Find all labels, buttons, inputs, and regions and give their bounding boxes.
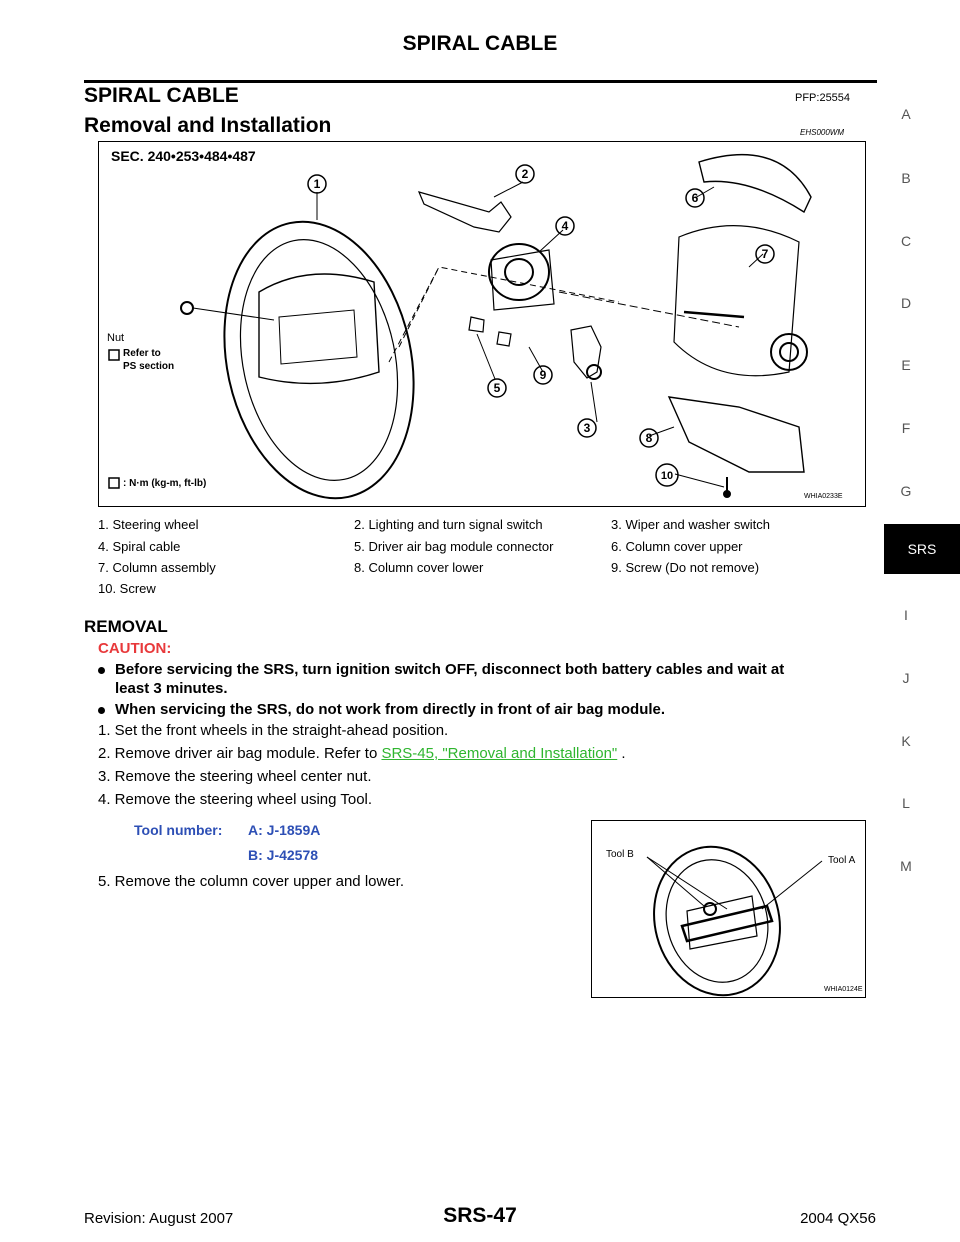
- legend-item-4: 4. Spiral cable: [98, 539, 181, 554]
- bullet-dot: [98, 707, 105, 714]
- sec-label: SEC. 240•253•484•487: [111, 148, 256, 164]
- index-i[interactable]: I: [904, 607, 908, 623]
- tool-b: B: J-42578: [248, 847, 319, 863]
- bullet-dot: [98, 667, 105, 674]
- torque-legend-icon: [109, 478, 119, 488]
- legend-item-9: 9. Screw (Do not remove): [611, 560, 760, 575]
- page-header-title: SPIRAL CABLE: [402, 32, 558, 55]
- index-d[interactable]: D: [900, 295, 912, 311]
- legend-item-7: 7. Column assembly: [98, 560, 216, 575]
- index-b[interactable]: B: [901, 170, 911, 186]
- step-5: 5. Remove the column cover upper and lower.: [98, 873, 404, 890]
- legend-item-5: 5. Driver air bag module connector: [354, 539, 554, 554]
- legend-item-10: 10. Screw: [98, 581, 156, 596]
- callout-2: 2: [521, 167, 529, 181]
- legend-item-6: 6. Column cover upper: [611, 539, 743, 554]
- legend-item-2: 2. Lighting and turn signal switch: [354, 517, 543, 532]
- step-1: 1. Set the front wheels in the straight-ahead position.: [98, 722, 449, 739]
- callout-9: 9: [539, 368, 547, 382]
- step-2: [98, 745, 626, 762]
- callout-10: 10: [660, 470, 674, 482]
- index-m[interactable]: M: [900, 858, 912, 874]
- callout-1: 1: [313, 177, 321, 191]
- bullet-1-line1: Before servicing the SRS, turn ignition switch OFF, disconnect both battery cables and wait at: [115, 661, 785, 678]
- step-2-text: 2. Remove driver air bag module. Refer to: [98, 745, 378, 762]
- step-4: 4. Remove the steering wheel using Tool.: [98, 791, 373, 808]
- bullet-1-line2: least 3 minutes.: [115, 680, 228, 697]
- callout-6: 6: [691, 191, 699, 205]
- index-c[interactable]: C: [900, 233, 912, 249]
- callout-8: 8: [645, 431, 653, 445]
- index-srs-active[interactable]: SRS: [884, 524, 960, 574]
- removal-heading: REMOVAL: [84, 617, 168, 636]
- section-title: SPIRAL CABLE: [84, 84, 239, 107]
- footer-model: 2004 QX56: [800, 1210, 876, 1227]
- exploded-view-figure: [98, 141, 866, 507]
- callout-4: 4: [561, 219, 569, 233]
- footer-page-number: SRS-47: [443, 1204, 517, 1227]
- index-l[interactable]: L: [902, 795, 910, 811]
- step-3: 3. Remove the steering wheel center nut.: [98, 768, 372, 785]
- step-2-after: .: [617, 745, 626, 762]
- torque-label: : N·m (kg-m, ft-lb): [123, 478, 207, 489]
- refer-line1: Refer to: [123, 348, 161, 359]
- tool-figure-drawing: [592, 821, 865, 997]
- figure1-code: WHIA0233E: [804, 493, 843, 500]
- tool-a: A: J-1859A: [248, 822, 321, 838]
- refer-line2: PS section: [123, 361, 175, 372]
- pfp-code: PFP:25554: [795, 92, 851, 104]
- index-j[interactable]: J: [902, 670, 910, 686]
- legend-item-1: 1. Steering wheel: [98, 517, 199, 532]
- exploded-view-drawing: [99, 142, 865, 506]
- header-rule: [84, 80, 877, 83]
- tool-a-label: Tool A: [828, 855, 856, 866]
- subsection-code: EHS000WM: [800, 128, 845, 137]
- footer-revision: Revision: August 2007: [84, 1210, 234, 1227]
- bullet-2-text: When servicing the SRS, do not work from directly in front of air bag module.: [115, 701, 666, 718]
- index-e[interactable]: E: [901, 357, 911, 373]
- legend-item-3: 3. Wiper and washer switch: [611, 517, 770, 532]
- tool-figure: [591, 820, 866, 998]
- caution-bullet-1: [98, 660, 878, 700]
- nut-label: Nut: [107, 332, 125, 344]
- legend-item-8: 8. Column cover lower: [354, 560, 484, 575]
- torque-icon: [109, 350, 119, 360]
- index-k[interactable]: K: [901, 733, 911, 749]
- srs-45-link[interactable]: SRS-45, "Removal and Installation": [381, 745, 618, 762]
- index-g[interactable]: G: [900, 483, 912, 499]
- tool-b-label: Tool B: [606, 849, 634, 860]
- subsection-title: Removal and Installation: [84, 114, 332, 137]
- callout-7: 7: [761, 247, 769, 261]
- index-f[interactable]: F: [901, 420, 911, 436]
- caution-bullet-2: [98, 700, 878, 720]
- callout-5: 5: [493, 381, 501, 395]
- tool-number-label: Tool number:: [134, 822, 223, 838]
- callout-3: 3: [583, 421, 591, 435]
- index-a[interactable]: A: [901, 106, 911, 122]
- figure2-code: WHIA0124E: [824, 986, 863, 993]
- caution-label: CAUTION:: [98, 640, 172, 657]
- tool-number-block: [134, 822, 321, 863]
